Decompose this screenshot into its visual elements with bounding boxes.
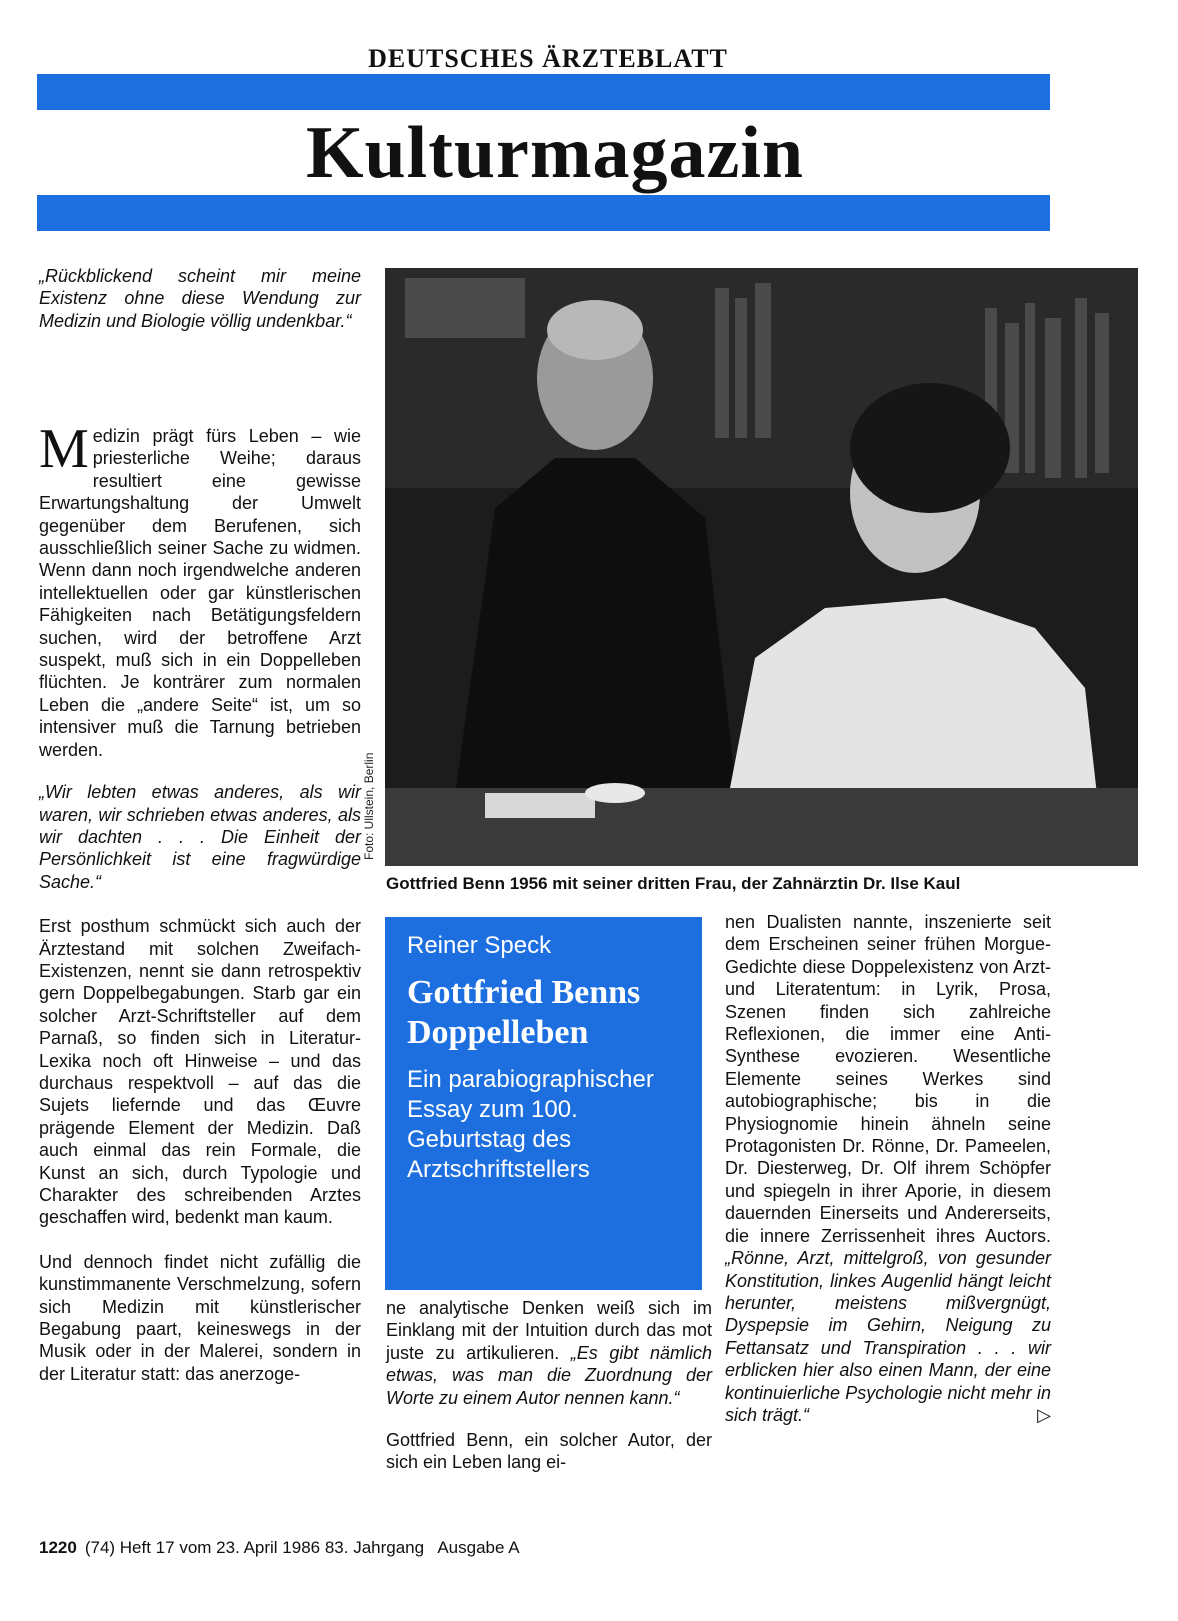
right-text xyxy=(725,911,1051,1426)
drop-cap: M xyxy=(39,418,89,480)
middle-text-1-plain: ne analytische Denken weiß sich im Einklang mit der Intuition durch das mot juste zu artikulieren. xyxy=(386,1298,712,1363)
right-column xyxy=(725,911,1051,1426)
masthead: DEUTSCHES ÄRZTEBLATT xyxy=(368,44,728,73)
right-quote: „Rönne, Arzt, mittelgroß, von gesunder Konstitution, linkes Augenlid hängt leicht herunter, meistens mißvergnügt, Dyspepsie im Gehirn, Neigung zu Fettansatz und Transpiration . . . wir erblicken hier also einen Mann, der eine kontinuierliche Psychologie nicht mehr in sich trägt.“ xyxy=(725,1248,1051,1425)
middle-quote: „Es gibt nämlich etwas, was man die Zuordnung der Worte zu einem Autor nennen kann.“ xyxy=(386,1342,712,1408)
book-title: Gottfried Benns Doppelleben xyxy=(407,974,641,1051)
middle-column xyxy=(386,1297,712,1474)
middle-text-2: Gottfried Benn, ein solcher Autor, der sich ein Leben lang ei- xyxy=(386,1430,712,1473)
page-number: 1220 xyxy=(39,1538,77,1557)
paragraph-3: Und dennoch findet nicht zufällig die kunstimmanente Verschmelzung, sofern sich Medizin mit künstlerischer Begabung paart, keineswegs in der Musik oder in der Malerei, sondern in der Literatur statt: das anerzoge- xyxy=(39,1251,361,1384)
footer xyxy=(39,1538,520,1558)
paragraph-1 xyxy=(39,418,361,761)
blue-bar-top xyxy=(37,74,1050,110)
continue-arrow-icon: ▷ xyxy=(1037,1404,1051,1425)
photo-image xyxy=(385,268,1138,866)
book-subtitle: Ein parabiographischer Essay zum 100. Geburtstag des Arztschriftstellers xyxy=(407,1066,654,1183)
section-title: Kulturmagazin xyxy=(305,112,805,194)
right-text-plain: nen Dualisten nannte, inszenierte seit dem Erscheinen seiner frühen Morgue-Gedichte diese Doppelexistenz von Arzt- und Literatentum: in Lyrik, Prosa, Szenen finden sich zahlreiche Reflexionen, die immer eine Anti-Synthese evozieren. Wesentliche Elemente seines Werkes sind autobiographische; bis in die Physiognomie hinein ähneln seine Protagonisten Dr. Rönne, Dr. Pameelen, Dr. Diesterweg, Dr. Olf ihrem Schöpfer und spiegeln in ihrer Aporie, in diesem dauernden Einerseits und Andererseits, die innere Zerrissenheit ihres Auctors. xyxy=(725,912,1051,1246)
issue-info: (74) Heft 17 vom 23. April 1986 83. Jahrgang Ausgabe A xyxy=(84,1538,520,1557)
paragraph-1-text: edizin prägt fürs Leben – wie priesterliche Weihe; daraus resultiert eine gewisse Erwartungshaltung der Umwelt gegenüber dem Berufenen, sich ausschließlich seiner Sache zu widmen. Wenn dann noch irgendwelche anderen intellektuellen oder gar künstlerischen Fähigkeiten nach Betätigungsfeldern suchen, wird der betroffene Arzt suspekt, muß sich in ein Doppelleben flüchten. Je konträrer zum normalen Leben die „andere Seite“ ist, um so intensiver muß die Tarnung betrieben werden. xyxy=(39,426,361,760)
book-author: Reiner Speck xyxy=(407,932,552,959)
middle-text-1 xyxy=(386,1297,712,1409)
pull-quote: „Rückblickend scheint mir meine Existenz ohne diese Wendung zur Medizin und Biologie völlig undenkbar.“ xyxy=(39,266,361,331)
quote-2: „Wir lebten etwas anderes, als wir waren, wir schrieben etwas anderes, als wir dachten . . . Die Einheit der Persönlichkeit ist eine fragwürdige Sache.“ xyxy=(39,782,361,892)
photo-caption: Gottfried Benn 1956 mit seiner dritten Frau, der Zahnärztin Dr. Ilse Kaul xyxy=(386,874,961,893)
paragraph-2: Erst posthum schmückt sich auch der Ärztestand mit solchen Zweifach-Existenzen, nennt sie dann retrospektiv gern Doppelbegabungen. Starb gar ein solcher Arzt-Schriftsteller auf dem Parnaß, so finden sich in Literatur-Lexika noch oft Hinweise – und das durchaus respektvoll – auf das die Sujets liefernde und das Œuvre prägende Element der Medizin. Daß auch einmal das rein Formale, die Kunst an sich, durch Typologie und Charakter des schreibenden Arztes geschaffen wird, bedenkt man kaum. xyxy=(39,916,361,1228)
photo-credit: Foto: Ullstein, Berlin xyxy=(362,752,376,860)
left-column xyxy=(39,265,361,1385)
book-box xyxy=(385,917,702,1290)
photo xyxy=(385,268,1138,866)
blue-bar-bottom xyxy=(37,195,1050,231)
